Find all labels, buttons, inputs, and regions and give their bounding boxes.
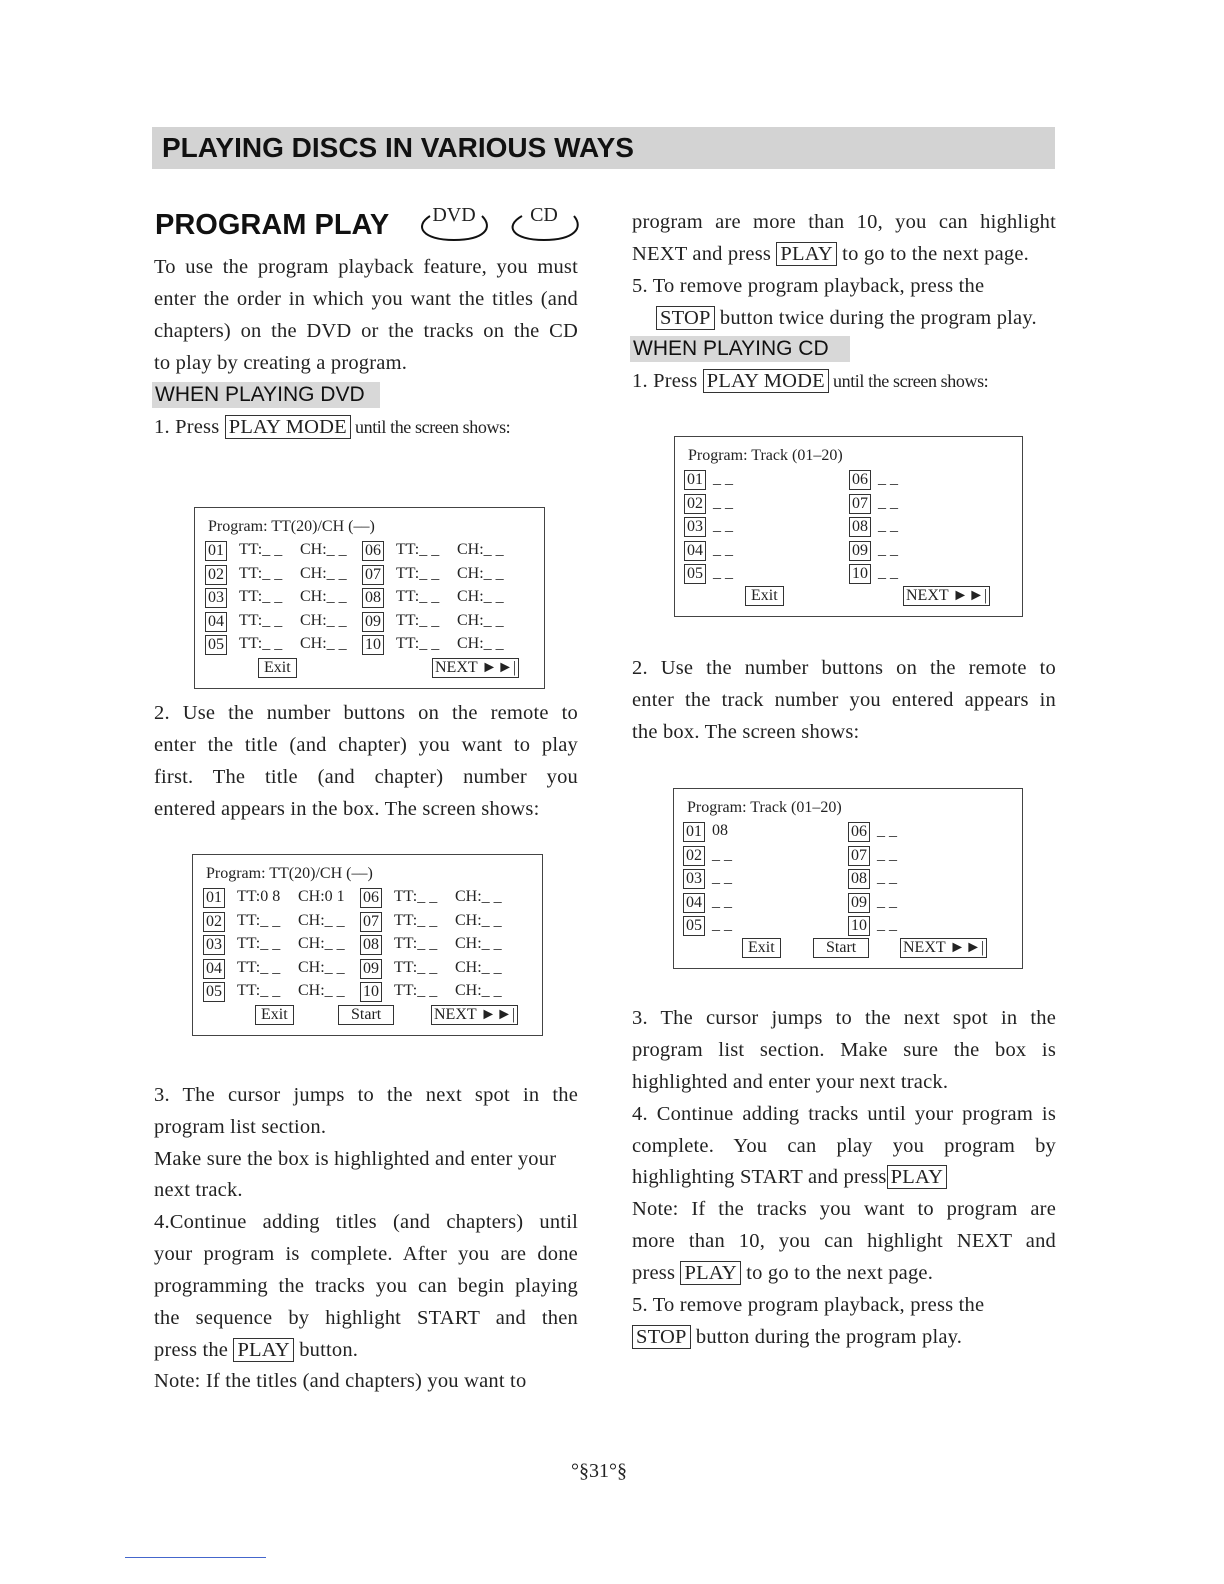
text-line: [632, 1325, 962, 1349]
chapter-field: CH:_ _: [455, 888, 502, 905]
track-field: _ _: [712, 892, 732, 910]
text-line: [154, 797, 539, 821]
dvd-disc-logo-icon: DVD: [418, 204, 490, 244]
program-slot-number: 02: [205, 565, 227, 585]
chapter-field: CH:_ _: [298, 958, 345, 976]
screen-title: Program: Track (01–20): [687, 799, 842, 816]
text-line: [154, 351, 407, 375]
program-slot-number: 07: [849, 494, 871, 514]
title-field: TT:_ _: [239, 611, 283, 629]
title-field: TT:_ _: [394, 911, 438, 929]
program-slot-number: 06: [848, 822, 870, 842]
text-line: [154, 1147, 556, 1171]
track-field: _ _: [713, 540, 733, 558]
text-segment: 1. Press: [632, 370, 703, 392]
text-segment: your program is complete. After you are done: [154, 1243, 578, 1265]
program-slot-number: 03: [205, 588, 227, 608]
screen-button-exit[interactable]: Exit: [742, 938, 781, 958]
text-line: [632, 274, 984, 298]
title-field: TT:_ _: [237, 935, 281, 952]
text-segment: enter the title (and chapter) you want to play: [154, 734, 578, 756]
text-line: [154, 733, 578, 757]
text-segment: the sequence by highlight START and then: [154, 1307, 578, 1329]
title-field: TT:_ _: [239, 588, 283, 605]
program-slot-number: 01: [683, 822, 705, 842]
chapter-field: CH:_ _: [300, 588, 347, 605]
program-slot-number: 08: [848, 869, 870, 889]
program-slot-number: 03: [683, 869, 705, 889]
chapter-field: CH:_ _: [455, 935, 502, 952]
text-line: [154, 319, 578, 343]
text-segment: program list section. Make sure the box is: [632, 1039, 1056, 1061]
text-line: [632, 1229, 1056, 1253]
program-slot-number: 06: [360, 888, 382, 908]
text-line: [632, 1102, 1056, 1126]
text-line: [154, 415, 510, 439]
program-slot-number: 04: [683, 893, 705, 913]
screen-button-next[interactable]: NEXT ►►|: [431, 1005, 518, 1025]
title-field: TT:_ _: [396, 635, 440, 652]
track-field: _ _: [878, 564, 898, 581]
text-segment: highlighting START and press: [632, 1166, 887, 1188]
banner-title: PLAYING DISCS IN VARIOUS WAYS: [162, 132, 634, 163]
text-line: [632, 1165, 947, 1189]
title-field: TT:_ _: [396, 564, 440, 582]
text-line: [154, 1306, 578, 1330]
program-slot-number: 05: [203, 982, 225, 1002]
text-line: [632, 369, 988, 393]
text-line: [632, 720, 859, 744]
track-field: _ _: [713, 493, 733, 511]
text-segment: the box. The screen shows:: [632, 721, 860, 743]
text-segment: To use the program playback feature, you must: [154, 256, 578, 278]
program-slot-number: 10: [848, 916, 870, 936]
text-line: [154, 1178, 243, 1202]
program-screen: [674, 436, 1023, 617]
track-field: _ _: [877, 822, 897, 839]
track-field: _ _: [713, 470, 733, 487]
track-field: _ _: [878, 540, 898, 558]
text-line: [154, 1338, 358, 1362]
text-segment: to play by creating a program.: [154, 352, 408, 374]
program-slot-number: 09: [849, 541, 871, 561]
text-segment: Note: If the titles (and chapters) you want to: [154, 1370, 527, 1392]
text-line: [154, 765, 578, 789]
screen-button-next[interactable]: NEXT ►►|: [432, 658, 519, 678]
cd-disc-logo-icon: CD: [508, 204, 580, 244]
text-line: [154, 1242, 578, 1266]
program-slot-number: 02: [684, 494, 706, 514]
chapter-field: CH:_ _: [300, 635, 347, 652]
button-name-box: PLAY: [680, 1261, 740, 1285]
section-title: PROGRAM PLAY: [155, 209, 390, 241]
text-segment: NEXT and press: [632, 243, 777, 265]
text-line: [632, 1134, 1056, 1158]
text-segment: enter the track number you entered appears in: [632, 689, 1056, 711]
text-segment: more than 10, you can highlight NEXT and: [632, 1230, 1056, 1252]
program-slot-number: 05: [683, 916, 705, 936]
button-name-box: PLAY MODE: [703, 369, 829, 393]
text-segment: button twice during the program play.: [714, 307, 1037, 329]
title-field: TT:_ _: [394, 958, 438, 976]
program-slot-number: 02: [683, 846, 705, 866]
text-segment: 1. Press: [154, 416, 225, 438]
button-name-box: PLAY: [887, 1165, 947, 1189]
program-screen: [192, 854, 543, 1036]
chapter-field: CH:_ _: [457, 611, 504, 629]
program-slot-number: 03: [203, 935, 225, 955]
button-name-box: STOP: [632, 1325, 691, 1349]
text-line: [632, 688, 1056, 712]
text-line: [632, 1293, 984, 1317]
program-slot-number: 09: [360, 959, 382, 979]
text-line: [154, 287, 578, 311]
track-field: _ _: [877, 869, 897, 886]
screen-title: Program: TT(20)/CH (––): [208, 518, 375, 535]
text-line: [154, 1369, 526, 1393]
text-line: [154, 1210, 578, 1234]
program-slot-number: 04: [205, 612, 227, 632]
track-field: _ _: [713, 564, 733, 581]
text-line: [632, 242, 1029, 266]
text-segment: program are more than 10, you can highlight: [632, 211, 1056, 233]
text-line: [632, 1070, 948, 1094]
screen-title: Program: TT(20)/CH (––): [206, 865, 373, 882]
track-field: _ _: [877, 892, 897, 910]
program-slot-number: 08: [362, 588, 384, 608]
screen-button-start[interactable]: Start: [338, 1005, 394, 1025]
title-field: TT:_ _: [394, 935, 438, 952]
title-field: TT:_ _: [239, 541, 283, 558]
program-slot-number: 05: [684, 564, 706, 584]
screen-button-next[interactable]: NEXT ►►|: [903, 586, 990, 606]
text-line: [154, 1274, 578, 1298]
title-field: TT:_ _: [239, 635, 283, 652]
text-segment: highlighted and enter your next track.: [632, 1071, 949, 1093]
program-slot-number: 09: [848, 893, 870, 913]
program-slot-number: 08: [360, 935, 382, 955]
text-segment: button during the program play.: [690, 1326, 963, 1348]
track-field: _ _: [878, 470, 898, 487]
program-screen: [673, 788, 1023, 969]
text-segment: to go to the next page.: [740, 1262, 934, 1284]
text-segment: 2. Use the number buttons on the remote to: [154, 702, 578, 724]
text-segment: program list section.: [154, 1116, 327, 1138]
track-field: _ _: [877, 916, 897, 933]
chapter-field: CH:0 1: [298, 888, 345, 905]
program-slot-number: 03: [684, 517, 706, 537]
title-field: TT:_ _: [239, 564, 283, 582]
chapter-field: CH:_ _: [457, 564, 504, 582]
chapter-field: CH:_ _: [298, 982, 345, 999]
text-segment: 4. Continue adding tracks until your program is: [632, 1103, 1056, 1125]
text-segment: 5. To remove program playback, press the: [632, 1294, 985, 1316]
program-slot-number: 07: [848, 846, 870, 866]
screen-title: Program: Track (01–20): [688, 447, 843, 464]
text-segment: press: [632, 1262, 681, 1284]
text-line: [154, 1115, 326, 1139]
program-slot-number: 08: [849, 517, 871, 537]
program-slot-number: 01: [684, 470, 706, 490]
program-slot-number: 01: [203, 888, 225, 908]
button-name-box: STOP: [656, 306, 715, 330]
text-line: [154, 1083, 578, 1107]
track-field: _ _: [713, 517, 733, 534]
screen-button-exit[interactable]: Exit: [745, 586, 784, 606]
text-segment: entered appears in the box. The screen shows:: [154, 798, 540, 820]
title-field: TT:_ _: [237, 911, 281, 929]
program-screen: [194, 507, 545, 689]
text-line: [632, 656, 1056, 680]
title-field: TT:_ _: [394, 888, 438, 905]
text-line: [632, 1197, 1056, 1221]
text-segment: 3. The cursor jumps to the next spot in the: [154, 1084, 578, 1106]
text-segment: press the: [154, 1339, 234, 1361]
section-banner: [152, 127, 1055, 169]
text-segment: until the screen shows:: [828, 371, 989, 391]
text-segment: 2. Use the number buttons on the remote to: [632, 657, 1056, 679]
title-field: TT:_ _: [237, 958, 281, 976]
track-field: _ _: [712, 916, 732, 933]
text-line: [632, 210, 1056, 234]
title-field: TT:_ _: [237, 982, 281, 999]
chapter-field: CH:_ _: [455, 982, 502, 999]
chapter-field: CH:_ _: [298, 911, 345, 929]
title-field: TT:_ _: [396, 611, 440, 629]
chapter-field: CH:_ _: [300, 564, 347, 582]
text-line: [154, 701, 578, 725]
button-name-box: PLAY: [233, 1338, 293, 1362]
title-field: TT:_ _: [396, 588, 440, 605]
screen-button-exit[interactable]: Exit: [258, 658, 297, 678]
track-field: _ _: [878, 517, 898, 534]
text-segment: Note: If the tracks you want to program are: [632, 1198, 1056, 1220]
screen-button-exit[interactable]: Exit: [255, 1005, 294, 1025]
text-segment: first. The title (and chapter) number you: [154, 766, 578, 788]
program-slot-number: 10: [362, 635, 384, 655]
text-segment: 4.Continue adding titles (and chapters) until: [154, 1211, 578, 1233]
chapter-field: CH:_ _: [300, 611, 347, 629]
text-segment: Make sure the box is highlighted and enter your: [154, 1148, 557, 1170]
title-field: TT:_ _: [394, 982, 438, 999]
text-segment: 5. To remove program playback, press the: [632, 275, 985, 297]
program-slot-number: 07: [362, 565, 384, 585]
chapter-field: CH:_ _: [457, 588, 504, 605]
program-slot-number: 04: [203, 959, 225, 979]
chapter-field: CH:_ _: [455, 958, 502, 976]
text-segment: 3. The cursor jumps to the next spot in the: [632, 1007, 1056, 1029]
button-name-box: PLAY: [776, 242, 836, 266]
chapter-field: CH:_ _: [300, 541, 347, 558]
page-number: °§31°§: [571, 1460, 627, 1482]
program-slot-number: 07: [360, 912, 382, 932]
subheading: WHEN PLAYING DVD: [152, 382, 380, 408]
chapter-field: CH:_ _: [298, 935, 345, 952]
track-field: _ _: [712, 869, 732, 886]
program-slot-number: 05: [205, 635, 227, 655]
screen-button-start[interactable]: Start: [813, 938, 869, 958]
text-segment: complete. You can play you program by: [632, 1135, 1056, 1157]
text-segment: button.: [293, 1339, 359, 1361]
track-field: 08: [712, 822, 728, 839]
program-slot-number: 01: [205, 541, 227, 561]
text-line: [632, 1038, 1056, 1062]
chapter-field: CH:_ _: [457, 541, 504, 558]
text-segment: programming the tracks you can begin playing: [154, 1275, 578, 1297]
chapter-field: CH:_ _: [455, 911, 502, 929]
title-field: TT:_ _: [396, 541, 440, 558]
text-line: [632, 1006, 1056, 1030]
text-segment: next track.: [154, 1179, 243, 1201]
button-name-box: PLAY MODE: [225, 415, 351, 439]
text-line: [656, 306, 1037, 330]
text-line: [632, 1261, 933, 1285]
subheading: WHEN PLAYING CD: [630, 336, 850, 362]
program-slot-number: 06: [362, 541, 384, 561]
footer-rule: [125, 1557, 266, 1558]
title-field: TT:0 8: [237, 888, 281, 905]
program-slot-number: 10: [360, 982, 382, 1002]
track-field: _ _: [712, 845, 732, 863]
text-segment: until the screen shows:: [350, 417, 511, 437]
program-slot-number: 04: [684, 541, 706, 561]
program-slot-number: 10: [849, 564, 871, 584]
text-line: [154, 255, 578, 279]
program-slot-number: 09: [362, 612, 384, 632]
screen-button-next[interactable]: NEXT ►►|: [900, 938, 987, 958]
text-segment: enter the order in which you want the titles (and: [154, 288, 578, 310]
chapter-field: CH:_ _: [457, 635, 504, 652]
text-segment: chapters) on the DVD or the tracks on the CD: [154, 320, 578, 342]
track-field: _ _: [878, 493, 898, 511]
text-segment: to go to the next page.: [836, 243, 1029, 265]
program-slot-number: 02: [203, 912, 225, 932]
program-slot-number: 06: [849, 470, 871, 490]
track-field: _ _: [877, 845, 897, 863]
